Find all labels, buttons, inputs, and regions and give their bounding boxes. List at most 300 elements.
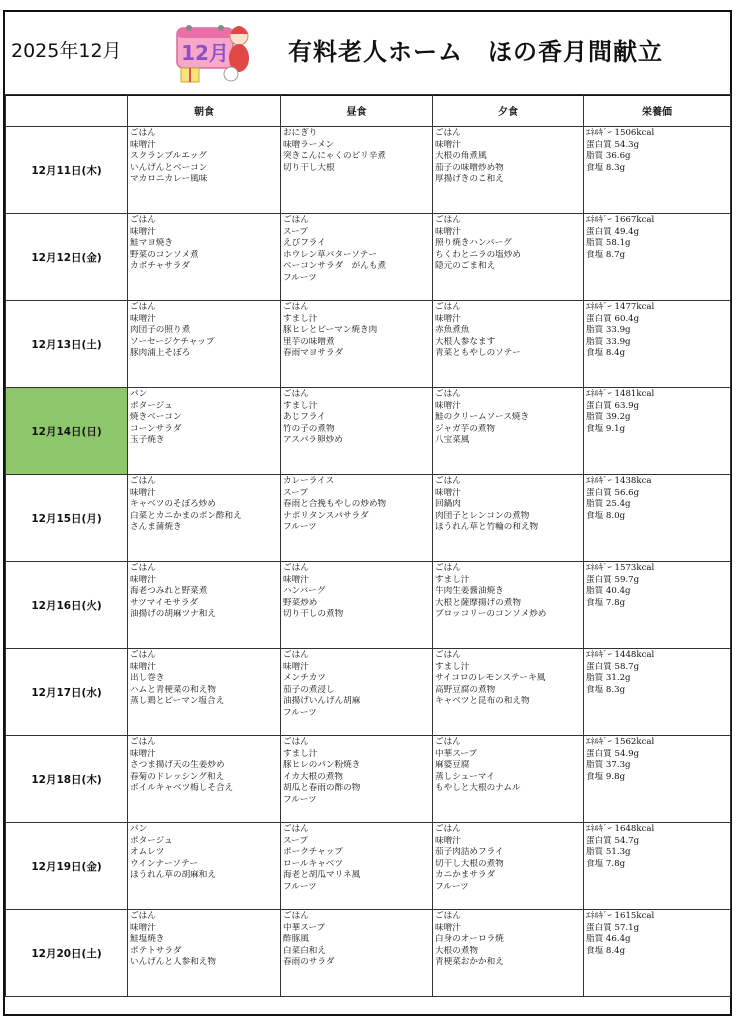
menu-sheet: [3, 10, 732, 1016]
dish-item: 玉子焼き: [130, 435, 165, 445]
lunch-cell: [281, 214, 433, 301]
day-date: 12月18日(木): [6, 736, 128, 823]
dish-item: ごはん: [435, 824, 461, 834]
breakfast-cell: [128, 301, 281, 388]
dish-item: ごはん: [283, 389, 309, 399]
nutrition-value: 蛋白質 54.7g: [586, 835, 640, 846]
nutrition-value: 食塩 7.8g: [586, 597, 626, 608]
dish-item: 味噌汁: [435, 226, 461, 237]
nutrition-value: 食塩 8.4g: [586, 945, 626, 956]
dish-item: イカ大根の煮物: [283, 771, 343, 782]
dish-list: [281, 301, 432, 360]
dish-list: [433, 475, 583, 534]
nutrition-value: ｴﾈﾙｷﾞｰ 1615kcal: [586, 911, 655, 921]
nutrition-list: [584, 649, 730, 696]
dish-item: 味噌汁: [283, 661, 309, 672]
table-row: [6, 127, 731, 214]
day-date: 12月19日(金): [6, 823, 128, 910]
dinner-cell: [433, 562, 584, 649]
dish-item: 鮭のクリームソース焼き: [435, 412, 530, 422]
nutrition-value: ｴﾈﾙｷﾞｰ 1506kcal: [586, 128, 655, 138]
dish-item: ブロッコリーのコンソメ炒め: [435, 609, 547, 619]
dish-item: 大根の煮物: [435, 945, 478, 956]
dish-item: 豚肉浦上そぼろ: [130, 348, 191, 358]
dish-item: パン: [130, 824, 148, 834]
breakfast-cell: [128, 214, 281, 301]
dish-item: 高野豆腐の煮物: [435, 684, 496, 695]
dish-item: 蒸しシューマイ: [435, 771, 495, 782]
dish-item: ごはん: [435, 476, 461, 486]
nutrition-value: 食塩 9.8g: [586, 771, 626, 782]
nutrition-value: ｴﾈﾙｷﾞｰ 1448kcal: [586, 650, 655, 660]
nutrition-value: 脂質 37.3g: [586, 760, 631, 770]
dish-item: 味噌汁: [130, 922, 156, 933]
dish-item: ポタージュ: [130, 835, 173, 846]
nutrition-list: [584, 301, 730, 360]
dish-item: カボチャサラダ: [130, 261, 190, 271]
dinner-cell: [433, 388, 584, 475]
dish-item: 豚ヒレのパン粉焼き: [283, 760, 361, 770]
header-lunch: 昼食: [281, 95, 433, 127]
breakfast-cell: [128, 562, 281, 649]
dish-item: フルーツ: [283, 881, 317, 892]
dish-item: 切り干し大根: [283, 162, 335, 173]
nutrition-value: 蛋白質 59.7g: [586, 574, 640, 585]
dinner-cell: [433, 475, 584, 562]
dish-item: 大根人参なます: [435, 336, 496, 347]
dish-item: 茄子の味噌炒め物: [435, 162, 504, 173]
dish-item: メンチカツ: [283, 673, 326, 683]
dish-item: ごはん: [435, 389, 461, 399]
nutrition-value: 脂質 33.9g: [586, 325, 631, 335]
breakfast-cell: [128, 823, 281, 910]
dinner-cell: [433, 910, 584, 997]
dish-item: ごはん: [130, 128, 156, 138]
table-row: [6, 562, 731, 649]
nutrition-value: 蛋白質 54.3g: [586, 139, 640, 150]
dish-item: いんげんと人参和え物: [130, 957, 216, 967]
day-date: 12月20日(土): [6, 910, 128, 997]
dish-item: 春雨と合挽もやしの炒め物: [283, 499, 387, 509]
breakfast-cell: [128, 910, 281, 997]
nutrition-value: 脂質 46.4g: [586, 934, 631, 944]
dish-item: 油揚げの胡麻ツナ和え: [130, 609, 216, 619]
nutrition-list: [584, 388, 730, 435]
nutrition-value: 食塩 8.0g: [586, 510, 626, 521]
dish-item: 春菊のドレッシング和え: [130, 771, 225, 782]
dish-list: [433, 562, 583, 621]
dish-item: 切り干しの煮物: [283, 609, 344, 619]
dish-item: さつま揚げ天の生姜炒め: [130, 760, 225, 770]
day-date: 12月13日(土): [6, 301, 128, 388]
dish-item: サツマイモサラダ: [130, 597, 198, 608]
dish-item: スープ: [283, 226, 308, 237]
dish-item: 里芋の味噌煮: [283, 336, 335, 347]
dish-list: [281, 736, 432, 806]
day-date: 12月16日(火): [6, 562, 128, 649]
dish-item: サイコロのレモンステーキ風: [435, 673, 546, 683]
dish-item: ウインナーソテー: [130, 858, 199, 869]
dish-item: 春雨のサラダ: [283, 957, 335, 967]
day-date: 12月14日(日): [6, 388, 128, 475]
dish-item: 味噌汁: [435, 487, 461, 498]
header-breakfast: 朝食: [128, 95, 281, 127]
dish-list: [281, 823, 432, 893]
dish-list: [128, 475, 280, 534]
nutrition-value: 脂質 31.2g: [586, 673, 631, 683]
nutrition-cell: [584, 127, 731, 214]
nutrition-value: 脂質 36.6g: [586, 151, 631, 161]
nutrition-value: ｴﾈﾙｷﾞｰ 1477kcal: [586, 302, 655, 312]
dish-item: フルーツ: [283, 794, 317, 805]
nutrition-value: 脂質 51.3g: [586, 847, 631, 857]
dish-item: ごはん: [283, 650, 309, 660]
nutrition-value: 食塩 7.8g: [586, 858, 626, 869]
dish-item: フルーツ: [283, 272, 317, 283]
dish-item: 焼きベーコン: [130, 412, 182, 422]
dish-item: いんげんとベーコン: [130, 162, 208, 173]
dish-item: 大根と薩摩揚げの煮物: [435, 597, 521, 608]
dish-item: アスパラ卵炒め: [283, 435, 343, 445]
dish-item: ハムと青梗菜の和え物: [130, 684, 216, 695]
badge-text: 12月: [181, 41, 229, 65]
dish-item: ナポリタンスパサラダ: [283, 510, 369, 521]
dish-item: ジャガ芋の煮物: [435, 423, 495, 434]
dish-item: 味噌汁: [130, 139, 156, 150]
nutrition-list: [584, 127, 730, 174]
dish-item: ごはん: [283, 563, 309, 573]
nutrition-value: 蛋白質 58.7g: [586, 661, 640, 672]
nutrition-list: [584, 910, 730, 957]
nutrition-value: 脂質 40.4g: [586, 586, 631, 596]
nutrition-value: ｴﾈﾙｷﾞｰ 1562kcal: [586, 737, 655, 747]
dish-item: 豚ヒレとピーマン焼き肉: [283, 325, 378, 335]
dish-list: [433, 910, 583, 969]
header-dinner: 夕食: [433, 95, 584, 127]
dish-item: 味噌汁: [435, 400, 461, 411]
dish-item: ハンバーグ: [283, 586, 326, 596]
dish-item: 味噌汁: [283, 574, 309, 585]
dish-list: [281, 475, 432, 534]
dinner-cell: [433, 214, 584, 301]
dish-item: コーンサラダ: [130, 423, 182, 434]
nutrition-cell: [584, 910, 731, 997]
dish-item: えびフライ: [283, 238, 326, 248]
dish-item: 茄子の煮浸し: [283, 684, 335, 695]
dish-list: [128, 388, 280, 447]
dish-item: 野菜のコンソメ煮: [130, 249, 199, 260]
page-title: 有料老人ホーム ほの香月間献立: [288, 38, 663, 66]
dish-item: 厚揚げきのこ和え: [435, 174, 504, 184]
dish-item: オムレツ: [130, 847, 165, 857]
dish-list: [128, 736, 280, 795]
dinner-cell: [433, 127, 584, 214]
nutrition-value: 脂質 39.2g: [586, 412, 631, 422]
nutrition-list: [584, 823, 730, 870]
lunch-cell: [281, 736, 433, 823]
menu-body: [6, 127, 731, 997]
dish-item: 出し巻き: [130, 673, 165, 683]
nutrition-value: 脂質 33.9g: [586, 336, 631, 347]
dish-item: 中華スープ: [435, 748, 478, 759]
dish-item: ポテトサラダ: [130, 945, 182, 956]
nutrition-list: [584, 475, 730, 522]
dish-item: ごはん: [130, 302, 156, 312]
header: [5, 12, 730, 96]
nutrition-value: 食塩 8.4g: [586, 348, 626, 358]
dish-item: マカロニカレー風味: [130, 174, 208, 184]
breakfast-cell: [128, 649, 281, 736]
dish-item: ごはん: [435, 302, 461, 312]
dish-item: すまし汁: [435, 661, 470, 672]
dish-item: ごはん: [435, 737, 461, 747]
table-row: [6, 649, 731, 736]
dish-item: 赤魚煮魚: [435, 325, 470, 335]
dish-item: カニかまサラダ: [435, 870, 496, 880]
dinner-cell: [433, 736, 584, 823]
dish-item: 白菜とカニかまのポン酢和え: [130, 510, 242, 521]
dish-item: キャベツのそぼろ炒め: [130, 499, 216, 509]
dish-item: 大根の角煮風: [435, 151, 487, 161]
nutrition-value: 脂質 58.1g: [586, 238, 631, 248]
dish-item: ごはん: [130, 911, 156, 921]
dish-list: [128, 823, 280, 882]
nutrition-value: 食塩 8.3g: [586, 162, 626, 173]
dish-item: 味噌汁: [130, 661, 156, 672]
dish-item: 蒸し鶏とピーマン塩合え: [130, 696, 225, 706]
dish-item: 切干し大根の煮物: [435, 858, 504, 869]
dish-item: ロールキャベツ: [283, 858, 343, 869]
nutrition-value: 食塩 9.1g: [586, 423, 626, 434]
menu-table: [5, 94, 731, 997]
dish-list: [281, 910, 432, 969]
dinner-cell: [433, 649, 584, 736]
dish-item: 味噌汁: [435, 313, 461, 324]
dish-list: [281, 127, 432, 174]
dish-item: 肉団子とレンコンの煮物: [435, 510, 530, 521]
lunch-cell: [281, 127, 433, 214]
dish-item: ちくわとニラの塩炒め: [435, 249, 521, 260]
dish-item: 鮭塩焼き: [130, 934, 165, 944]
dish-item: 青梗菜おかか和え: [435, 957, 504, 967]
dish-item: 味噌汁: [130, 313, 156, 324]
dish-list: [281, 562, 432, 621]
dish-item: 突きこんにゃくのピリ辛煮: [283, 151, 386, 161]
nutrition-value: ｴﾈﾙｷﾞｰ 1667kcal: [586, 215, 655, 225]
dish-item: ごはん: [435, 128, 461, 138]
table-row: [6, 388, 731, 475]
dish-list: [433, 127, 583, 186]
dish-item: 海老つみれと野菜煮: [130, 586, 208, 596]
dish-list: [128, 214, 280, 273]
dish-item: ごはん: [283, 911, 309, 921]
dish-item: ごはん: [283, 302, 309, 312]
dish-list: [433, 736, 583, 795]
dish-item: ごはん: [130, 650, 156, 660]
dish-item: 味噌汁: [130, 748, 156, 759]
dish-item: パン: [130, 389, 148, 399]
nutrition-value: 蛋白質 63.9g: [586, 400, 640, 411]
dish-item: ほうれん草と竹輪の和え物: [435, 522, 539, 532]
dish-item: フルーツ: [283, 522, 317, 532]
lunch-cell: [281, 649, 433, 736]
day-date: 12月12日(金): [6, 214, 128, 301]
nutrition-value: ｴﾈﾙｷﾞｰ 1573kcal: [586, 563, 655, 573]
dish-item: 牛肉生姜醤油焼き: [435, 586, 504, 596]
dish-item: 鮭マヨ焼き: [130, 238, 173, 248]
nutrition-list: [584, 562, 730, 609]
dish-item: 酢豚風: [283, 934, 309, 944]
breakfast-cell: [128, 475, 281, 562]
dish-item: 味噌ラーメン: [283, 139, 335, 150]
dinner-cell: [433, 301, 584, 388]
dish-item: すまし汁: [283, 748, 318, 759]
dish-list: [433, 649, 583, 708]
header-date: [6, 95, 128, 127]
dish-item: ごはん: [435, 911, 461, 921]
nutrition-cell: [584, 736, 731, 823]
dish-item: スクランブルエッグ: [130, 151, 207, 161]
nutrition-list: [584, 736, 730, 783]
table-row: [6, 301, 731, 388]
dish-item: 胡瓜と春雨の酢の物: [283, 783, 361, 793]
dish-item: 中華スープ: [283, 922, 326, 933]
dish-item: ポタージュ: [130, 400, 173, 411]
dish-item: キャベツと昆布の和え物: [435, 696, 530, 706]
lunch-cell: [281, 388, 433, 475]
table-row: [6, 214, 731, 301]
dish-list: [281, 388, 432, 447]
dish-item: ごはん: [130, 563, 156, 573]
nutrition-cell: [584, 562, 731, 649]
nutrition-value: 食塩 8.3g: [586, 684, 626, 695]
dish-item: すまし汁: [283, 400, 318, 411]
nutrition-cell: [584, 214, 731, 301]
table-row: [6, 736, 731, 823]
dish-item: もやしと大根のナムル: [435, 783, 521, 793]
dish-item: 回鍋肉: [435, 499, 461, 509]
nutrition-value: 蛋白質 57.1g: [586, 922, 640, 933]
dish-item: 海老と胡瓜マリネ風: [283, 870, 361, 880]
dish-item: 麻婆豆腐: [435, 760, 470, 770]
dish-item: ボイルキャベツ梅しそ合え: [130, 783, 234, 793]
nutrition-value: 蛋白質 49.4g: [586, 226, 640, 237]
dish-list: [128, 649, 280, 708]
dish-item: あじフライ: [283, 412, 326, 422]
dish-item: 竹の子の煮物: [283, 423, 335, 434]
breakfast-cell: [128, 736, 281, 823]
dish-item: 油揚げいんげん胡麻: [283, 696, 361, 706]
dish-item: ホウレン草バターソテー: [283, 249, 377, 260]
dish-list: [433, 388, 583, 447]
dish-list: [128, 910, 280, 969]
dish-list: [281, 214, 432, 284]
table-header-row: [6, 95, 731, 127]
dish-item: スープ: [283, 487, 308, 498]
header-nutrition: 栄養価: [584, 95, 731, 127]
december-calendar-icon: [175, 14, 251, 86]
nutrition-list: [584, 214, 730, 261]
dish-item: 隠元のごま和え: [435, 261, 496, 271]
dish-item: 肉団子の照り煮: [130, 325, 191, 335]
nutrition-cell: [584, 388, 731, 475]
dinner-cell: [433, 823, 584, 910]
breakfast-cell: [128, 127, 281, 214]
dish-item: ほうれん草の胡麻和え: [130, 870, 216, 880]
lunch-cell: [281, 910, 433, 997]
lunch-cell: [281, 475, 433, 562]
dish-list: [433, 214, 583, 273]
dish-item: 味噌汁: [130, 226, 156, 237]
lunch-cell: [281, 562, 433, 649]
nutrition-cell: [584, 823, 731, 910]
dish-item: ソーセージケチャップ: [130, 336, 215, 347]
dish-item: フルーツ: [283, 707, 317, 718]
dish-list: [128, 562, 280, 621]
dish-item: ごはん: [130, 215, 156, 225]
dish-item: ごはん: [283, 737, 309, 747]
nutrition-value: 蛋白質 60.4g: [586, 313, 640, 324]
dish-list: [128, 301, 280, 360]
nutrition-value: ｴﾈﾙｷﾞｰ 1481kcal: [586, 389, 655, 399]
dish-item: ごはん: [283, 215, 309, 225]
dish-list: [433, 823, 583, 893]
dish-item: 味噌汁: [435, 922, 461, 933]
dish-item: 味噌汁: [130, 574, 156, 585]
lunch-cell: [281, 823, 433, 910]
dish-item: カレーライス: [283, 476, 335, 486]
nutrition-cell: [584, 475, 731, 562]
dish-item: 春雨マヨサラダ: [283, 348, 344, 358]
dish-item: 照り焼きハンバーグ: [435, 238, 512, 248]
month-label: 2025年12月: [11, 40, 122, 62]
dish-item: スープ: [283, 835, 308, 846]
dish-item: 白菜白和え: [283, 945, 326, 956]
dish-item: 白身のオーロラ焼: [435, 934, 504, 944]
dish-item: ベーコンサラダ がんも煮: [283, 261, 387, 271]
nutrition-value: ｴﾈﾙｷﾞｰ 1438kca: [586, 476, 652, 486]
nutrition-value: 脂質 25.4g: [586, 499, 631, 509]
dish-item: すまし汁: [283, 313, 318, 324]
dish-list: [281, 649, 432, 719]
nutrition-value: 食塩 8.7g: [586, 249, 626, 260]
nutrition-value: 蛋白質 54.9g: [586, 748, 640, 759]
nutrition-value: 蛋白質 56.6g: [586, 487, 640, 498]
table-row: [6, 910, 731, 997]
dish-item: ごはん: [435, 215, 461, 225]
dish-item: 味噌汁: [435, 835, 461, 846]
lunch-cell: [281, 301, 433, 388]
dish-item: 青菜ともやしのソテー: [435, 348, 521, 358]
dish-item: ごはん: [283, 824, 309, 834]
day-date: 12月17日(水): [6, 649, 128, 736]
dish-item: ポークチャップ: [283, 847, 343, 857]
dish-item: 八宝菜風: [435, 435, 470, 445]
dish-item: 味噌汁: [435, 139, 461, 150]
nutrition-value: ｴﾈﾙｷﾞｰ 1648kcal: [586, 824, 655, 834]
dish-item: フルーツ: [435, 881, 469, 892]
dish-list: [128, 127, 280, 186]
dish-item: ごはん: [130, 476, 156, 486]
table-row: [6, 475, 731, 562]
dish-item: ごはん: [130, 737, 156, 747]
table-row: [6, 823, 731, 910]
dish-item: 茄子肉詰めフライ: [435, 847, 504, 857]
dish-item: さんま蒲焼き: [130, 522, 182, 532]
day-date: 12月11日(木): [6, 127, 128, 214]
day-date: 12月15日(月): [6, 475, 128, 562]
dish-item: すまし汁: [435, 574, 470, 585]
